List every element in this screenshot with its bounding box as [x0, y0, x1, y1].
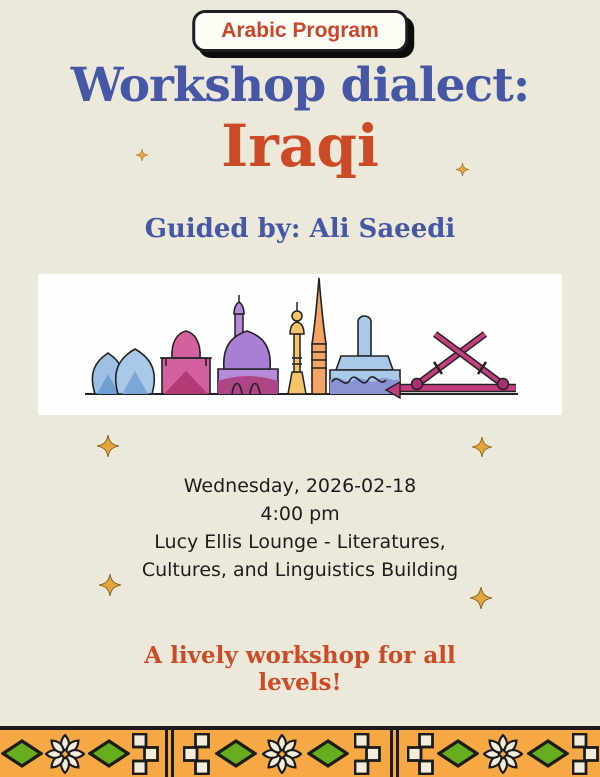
- sparkle-icon: [99, 574, 121, 596]
- event-details: [0, 472, 600, 584]
- poster-title-line1: Workshop dialect:: [70, 58, 530, 113]
- squares-end-motif: [572, 733, 599, 775]
- tagline-line1: A lively workshop for all: [144, 642, 456, 669]
- border-band: [0, 726, 600, 777]
- border-panel: [0, 726, 168, 777]
- sparkle-icon: [136, 149, 148, 161]
- sparkle-icon: [470, 587, 492, 609]
- baghdad-skyline-illustration: [38, 274, 562, 415]
- program-badge: Arabic Program: [192, 10, 408, 52]
- diamond-motif: [88, 739, 130, 768]
- sparkle-icon: [456, 163, 469, 176]
- poster-title-line2: Iraqi: [221, 112, 379, 180]
- border-panel: [171, 726, 393, 777]
- diamond-motif: [437, 739, 479, 768]
- event-location-line2: Cultures, and Linguistics Building: [141, 559, 459, 581]
- event-time: 4:00 pm: [260, 503, 340, 525]
- tagline-line2: levels!: [258, 669, 342, 696]
- event-date: Wednesday, 2026-02-18: [183, 475, 417, 497]
- diamond-motif: [307, 739, 349, 768]
- border-panel: [396, 726, 600, 777]
- sparkle-icon: [472, 437, 492, 457]
- event-location-line1: Lucy Ellis Lounge - Literatures,: [154, 531, 446, 553]
- squares-start-motif: [407, 733, 434, 775]
- sparkle-icon: [97, 435, 119, 457]
- diamond-motif: [215, 739, 257, 768]
- squares-start-motif: [183, 733, 210, 775]
- diamond-motif: [527, 739, 569, 768]
- baghdad-skyline-svg: [38, 274, 562, 415]
- tagline: [0, 642, 600, 696]
- squares-end-motif: [354, 733, 381, 775]
- flower-motif: [262, 734, 302, 774]
- diamond-motif: [1, 739, 43, 768]
- subtitle-guided-by: Guided by: Ali Saeedi: [144, 214, 456, 244]
- squares-end-motif: [132, 733, 159, 775]
- flower-motif: [483, 734, 523, 774]
- flower-motif: [45, 734, 85, 774]
